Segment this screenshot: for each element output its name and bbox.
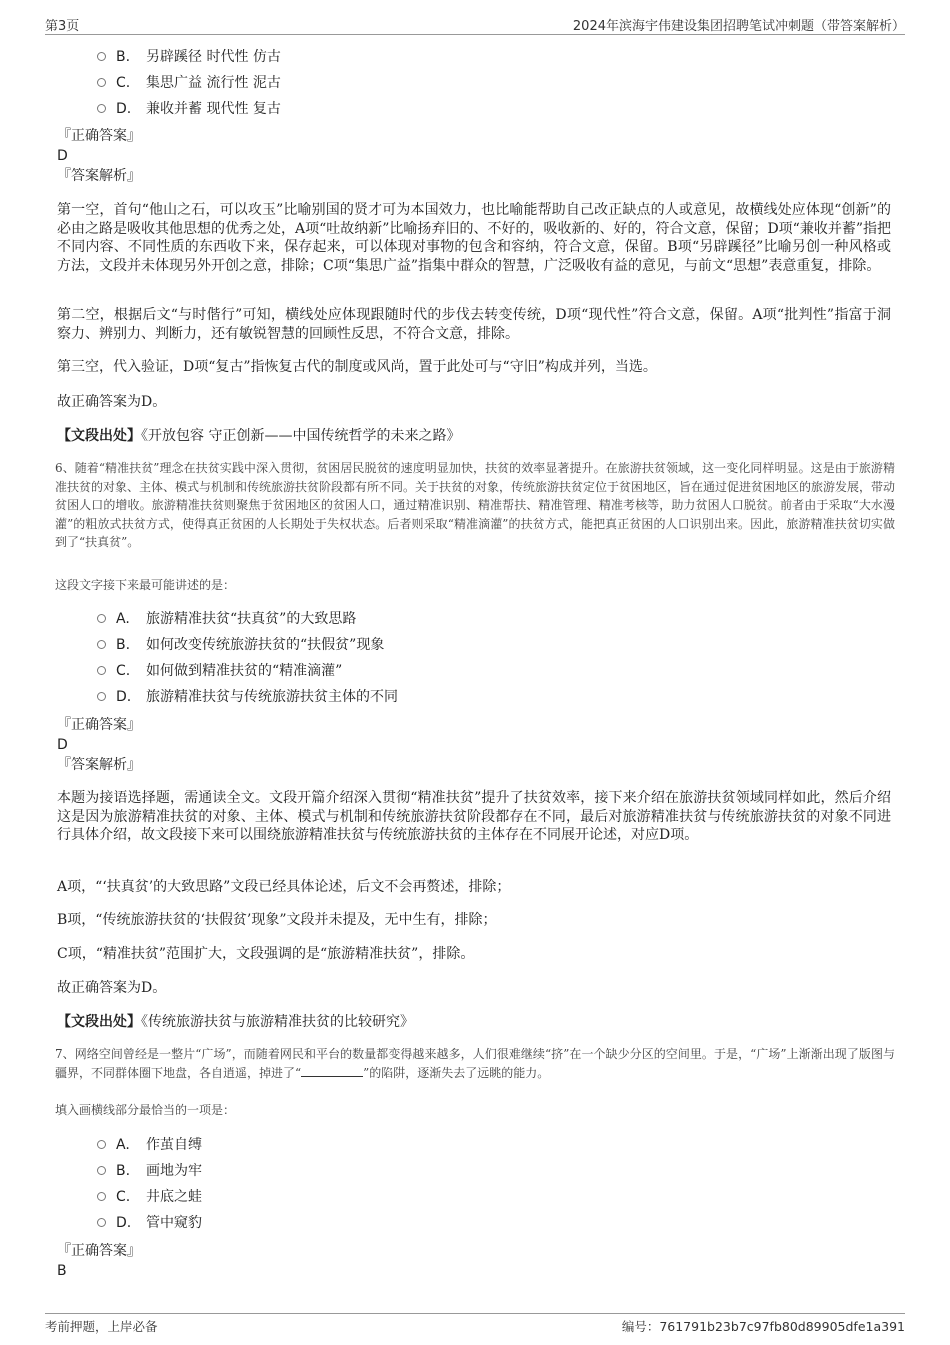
- q5-analysis-p1: 第一空，首句“他山之石，可以攻玉”比喻别国的贤才可为本国效力，也比喻能帮助自己改正缺点的人或意见，故横线处应体现“创新”的必由之路是吸收其他思想的优秀之处，A项“吐故纳新”比喻扬弃旧的、不好的，吸收新的、好的，符合文意，保留；D项“兼收并蓄”指把不同内容、不同性质的东西收下来，保存起来，可以体现对事物的包含和容纳，符合文意，保留。B项“另辟蹊径”比喻另创一种风格或方法，文段并未体现另外开创之意，排除；C项“集思广益”指集中群众的智慧，广泛吸收有益的意见，与前文“思想”表意重复，排除。: [57, 202, 891, 274]
- radio-icon[interactable]: [97, 1166, 106, 1175]
- q7-lead: 填入画横线部分最恰当的一项是：: [55, 1103, 236, 1117]
- document-title: 2024年滨海宇伟建设集团招聘笔试冲刺题（带答案解析）: [572, 19, 905, 34]
- q6-stem: 6、随着“精准扶贫”理念在扶贫实践中深入贯彻，贫困居民脱贫的速度明显加快，扶贫的效率显著提升。在旅游扶贫领域，这一变化同样明显。这是由于旅游精准扶贫的对象、主体、模式与机制和传统旅游扶贫阶段都有所不同。关于扶贫的对象，传统旅游扶贫定位于贫困地区，旨在通过促进贫困地区的旅游发展，带动贫困人口的增收。旅游精准扶贫则聚焦于贫困地区的贫困人口，通过精准识别、精准帮扶、精准管理、精准考核等，助力贫困人口脱贫。前者由于采取“大水漫灌”的粗放式扶贫方式，使得真正贫困的人长期处于失权状态。后者则采取“精准滴灌”的扶贫方式，能把真正贫困的人口识别出来。因此，旅游精准扶贫切实做到了“扶真贫”。: [55, 461, 896, 549]
- q7-stem: 7、网络空间曾经是一整片“广场”，而随着网民和平台的数量都变得越来越多，人们很难继续“挤”在一个缺少分区的空间里。于是，“广场”上渐渐出现了版图与疆界，不同群体圈下地盘，各自逍遥，掉进了“ ”的陷阱，逐渐失去了远眺的能力。: [55, 1047, 895, 1080]
- radio-icon[interactable]: [97, 104, 106, 113]
- q5-option-b[interactable]: B. 另辟蹊径 时代性 仿古: [97, 47, 281, 67]
- radio-icon[interactable]: [97, 78, 106, 87]
- radio-icon[interactable]: [97, 1140, 106, 1149]
- q5-option-c[interactable]: C. 集思广益 流行性 泥古: [97, 73, 281, 93]
- q6-analysis-p5: 故正确答案为D。: [57, 980, 167, 996]
- radio-icon[interactable]: [97, 614, 106, 623]
- document-id: 编号：761791b23b7c97fb80d89905dfe1a391: [621, 1319, 905, 1334]
- q6-analysis-label: 『答案解析』: [57, 757, 141, 773]
- q5-answer-label: 『正确答案』: [57, 128, 141, 144]
- q6-analysis-p4: C项，“精准扶贫”范围扩大，文段强调的是“旅游精准扶贫”，排除。: [57, 946, 475, 962]
- radio-icon[interactable]: [97, 692, 106, 701]
- fill-blank: [301, 1064, 363, 1077]
- q7-option-d[interactable]: D. 管中窥豹: [97, 1213, 202, 1233]
- footer-slogan: 考前押题，上岸必备: [45, 1319, 158, 1334]
- q6-lead: 这段文字接下来最可能讲述的是：: [55, 578, 236, 592]
- radio-icon[interactable]: [97, 1192, 106, 1201]
- q6-analysis-p1: 本题为接语选择题，需通读全文。文段开篇介绍深入贯彻“精准扶贫”提升了扶贫效率，接下来介绍在旅游扶贫领域同样如此，然后介绍这是因为旅游精准扶贫的对象、主体、模式与机制和传统旅游扶贫阶段都存在不同，最后对旅游精准扶贫与传统旅游扶贫的对象不同进行具体介绍，故文段接下来可以围绕旅游精准扶贫与传统旅游扶贫的主体存在不同展开论述，对应D项。: [57, 790, 891, 843]
- page-number: 第3页: [45, 19, 80, 34]
- q5-analysis-label: 『答案解析』: [57, 168, 141, 184]
- q6-analysis-p2: A项，“‘扶真贫’的大致思路”文段已经具体论述，后文不会再赘述，排除；: [57, 879, 511, 895]
- q6-answer-label: 『正确答案』: [57, 717, 141, 733]
- radio-icon[interactable]: [97, 640, 106, 649]
- q6-option-c[interactable]: C. 如何做到精准扶贫的“精准滴灌”: [97, 661, 342, 681]
- q6-source: 【文段出处】《传统旅游扶贫与旅游精准扶贫的比较研究》: [57, 1014, 414, 1030]
- q5-analysis-p2: 第二空，根据后文“与时偕行”可知，横线处应体现跟随时代的步伐去转变传统，D项“现代性”符合文意，保留。A项“批判性”指富于洞察力、辨别力、判断力，还有敏锐智慧的回顾性反思，不符合文意，排除。: [57, 307, 891, 342]
- radio-icon[interactable]: [97, 52, 106, 61]
- q7-answer: B: [57, 1263, 67, 1279]
- q7-option-a[interactable]: A. 作茧自缚: [97, 1135, 202, 1155]
- q5-analysis-p4: 故正确答案为D。: [57, 394, 167, 410]
- page-footer: [45, 1313, 905, 1338]
- q5-source: 【文段出处】《开放包容 守正创新——中国传统哲学的未来之路》: [57, 428, 461, 444]
- q5-answer: D: [57, 148, 68, 164]
- q6-answer: D: [57, 737, 68, 753]
- radio-icon[interactable]: [97, 1218, 106, 1227]
- page-header: [45, 14, 905, 35]
- q5-analysis-p3: 第三空，代入验证，D项“复古”指恢复古代的制度或风尚，置于此处可与“守旧”构成并列，当选。: [57, 359, 657, 375]
- q7-answer-label: 『正确答案』: [57, 1243, 141, 1259]
- q6-option-b[interactable]: B. 如何改变传统旅游扶贫的“扶假贫”现象: [97, 635, 384, 655]
- radio-icon[interactable]: [97, 666, 106, 675]
- q6-option-d[interactable]: D. 旅游精准扶贫与传统旅游扶贫主体的不同: [97, 687, 398, 707]
- q5-option-d[interactable]: D. 兼收并蓄 现代性 复古: [97, 99, 281, 119]
- q6-analysis-p3: B项，“传统旅游扶贫的‘扶假贫’现象”文段并未提及，无中生有，排除；: [57, 912, 497, 928]
- q7-option-c[interactable]: C. 井底之蛙: [97, 1187, 202, 1207]
- q6-option-a[interactable]: A. 旅游精准扶贫“扶真贫”的大致思路: [97, 609, 356, 629]
- q7-option-b[interactable]: B. 画地为牢: [97, 1161, 202, 1181]
